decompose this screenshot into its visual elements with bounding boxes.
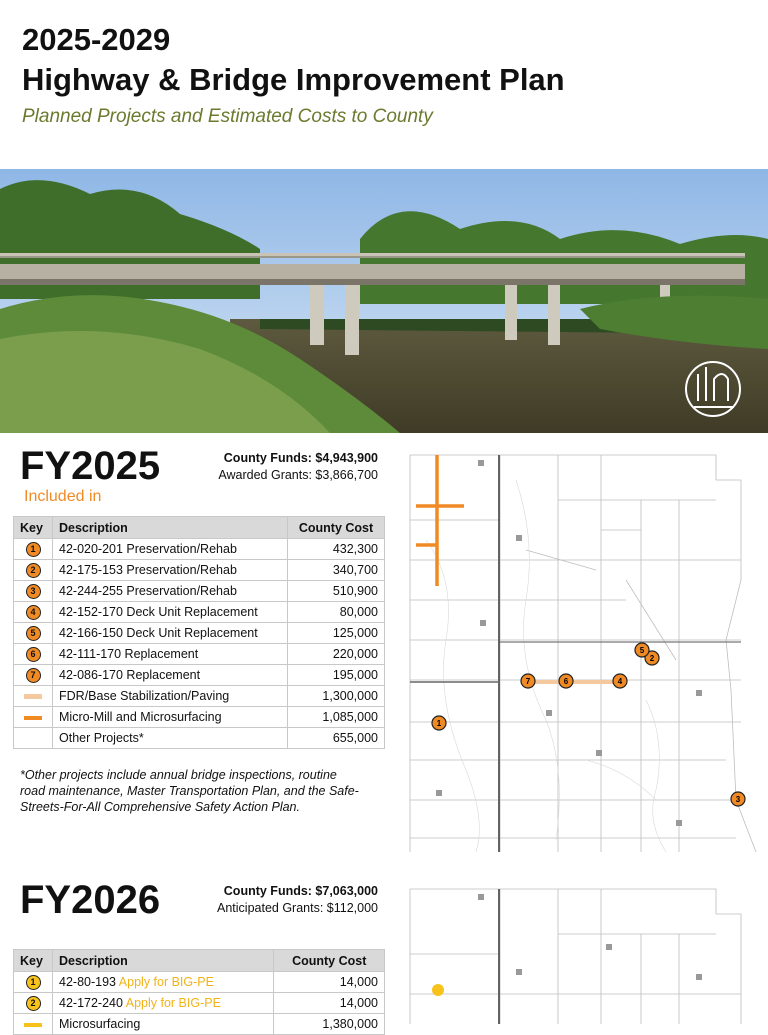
table-row: [14, 665, 385, 686]
table-row: [14, 623, 385, 644]
row-id: 42-172-240: [59, 996, 123, 1010]
map-marker-3-label: 3: [735, 795, 741, 804]
fy2026-title: FY2026: [20, 878, 161, 922]
fy2026-table: [13, 949, 385, 1035]
table-header-row: [14, 517, 385, 539]
table-row: [14, 644, 385, 665]
fy2026-county-funds: County Funds: $7,063,000: [223, 884, 378, 898]
row-description: 42-020-201 Preservation/Rehab: [53, 539, 288, 560]
row-description: Other Projects*: [53, 728, 288, 749]
fy2026-map: [396, 874, 768, 1024]
marker-icon: 3: [26, 584, 41, 599]
row-description: [53, 972, 274, 993]
fy2026-funds: [200, 883, 378, 917]
row-description: Micro-Mill and Microsurfacing: [53, 707, 288, 728]
microsurfacing-line-icon: [24, 1023, 42, 1027]
map-marker-2-label: 2: [649, 654, 655, 663]
row-cost: 1,085,000: [288, 707, 385, 728]
row-description: 42-111-170 Replacement: [53, 644, 288, 665]
fy2025-map: [396, 440, 768, 852]
microsurfacing-line-icon: [24, 716, 42, 720]
fy2025-county-funds: County Funds: $4,943,900: [223, 451, 378, 465]
paving-line-icon: [24, 694, 42, 699]
map-marker-5-label: 5: [639, 646, 645, 655]
row-description: FDR/Base Stabilization/Paving: [53, 686, 288, 707]
row-description: 42-166-150 Deck Unit Replacement: [53, 623, 288, 644]
table-row: [14, 993, 385, 1014]
row-cost: 510,900: [288, 581, 385, 602]
table-row: [14, 728, 385, 749]
col-description: Description: [53, 517, 288, 539]
table-row: [14, 686, 385, 707]
table-row: [14, 1014, 385, 1035]
map-marker-1-label: 1: [436, 719, 442, 728]
marker-icon: 6: [26, 647, 41, 662]
row-description: 42-086-170 Replacement: [53, 665, 288, 686]
map-marker-yellow: [432, 984, 444, 996]
row-description: 42-244-255 Preservation/Rehab: [53, 581, 288, 602]
row-description: 42-152-170 Deck Unit Replacement: [53, 602, 288, 623]
row-cost: 340,700: [288, 560, 385, 581]
map-marker-6-label: 6: [563, 677, 569, 686]
fy2025-table: [13, 516, 385, 749]
row-id: 42-80-193: [59, 975, 116, 989]
fy2025-footnote: *Other projects include annual bridge inspections, routine road maintenance, Master Transportation Plan, and the Safe-Streets-For-All Comprehensive Safety Action Plan.: [20, 768, 359, 814]
marker-icon: 1: [26, 542, 41, 557]
map-marker-7-label: 7: [525, 677, 531, 686]
row-description: 42-175-153 Preservation/Rehab: [53, 560, 288, 581]
marker-icon: 4: [26, 605, 41, 620]
table-row: [14, 972, 385, 993]
fy2026-grants: Anticipated Grants: $112,000: [217, 901, 378, 915]
fy2025-funds: [200, 450, 378, 484]
table-row: [14, 581, 385, 602]
table-row: [14, 539, 385, 560]
row-cost: 125,000: [288, 623, 385, 644]
marker-icon: 1: [26, 975, 41, 990]
row-cost: 195,000: [288, 665, 385, 686]
row-cost: 1,380,000: [274, 1014, 385, 1035]
fy2025-grants: Awarded Grants: $3,866,700: [218, 468, 378, 482]
row-cost: 220,000: [288, 644, 385, 665]
col-county-cost: County Cost: [288, 517, 385, 539]
col-description: Description: [53, 950, 274, 972]
marker-icon: 2: [26, 996, 41, 1011]
row-cost: 655,000: [288, 728, 385, 749]
col-key: Key: [14, 950, 53, 972]
apply-note: Apply for BIG-PE: [118, 975, 214, 989]
plan-subtitle: Planned Projects and Estimated Costs to County: [22, 106, 433, 127]
marker-icon: 5: [26, 626, 41, 641]
apply-note: Apply for BIG-PE: [125, 996, 221, 1010]
row-description: [53, 993, 274, 1014]
table-row: [14, 707, 385, 728]
plan-years: 2025-2029: [22, 22, 171, 57]
col-key: Key: [14, 517, 53, 539]
row-cost: 80,000: [288, 602, 385, 623]
marker-icon: 2: [26, 563, 41, 578]
row-cost: 14,000: [274, 972, 385, 993]
col-county-cost: County Cost: [274, 950, 385, 972]
row-description: Microsurfacing: [53, 1014, 274, 1035]
row-cost: 432,300: [288, 539, 385, 560]
row-cost: 1,300,000: [288, 686, 385, 707]
header: [22, 20, 565, 128]
map-marker-4-label: 4: [617, 677, 623, 686]
plan-title: Highway & Bridge Improvement Plan: [22, 62, 565, 97]
table-row: [14, 602, 385, 623]
fy2025-title: FY2025: [20, 444, 161, 488]
table-row: [14, 560, 385, 581]
row-cost: 14,000: [274, 993, 385, 1014]
bridge-photo: [0, 169, 768, 433]
table-header-row: [14, 950, 385, 972]
fy2025-note: Included in: [24, 488, 102, 505]
marker-icon: 7: [26, 668, 41, 683]
